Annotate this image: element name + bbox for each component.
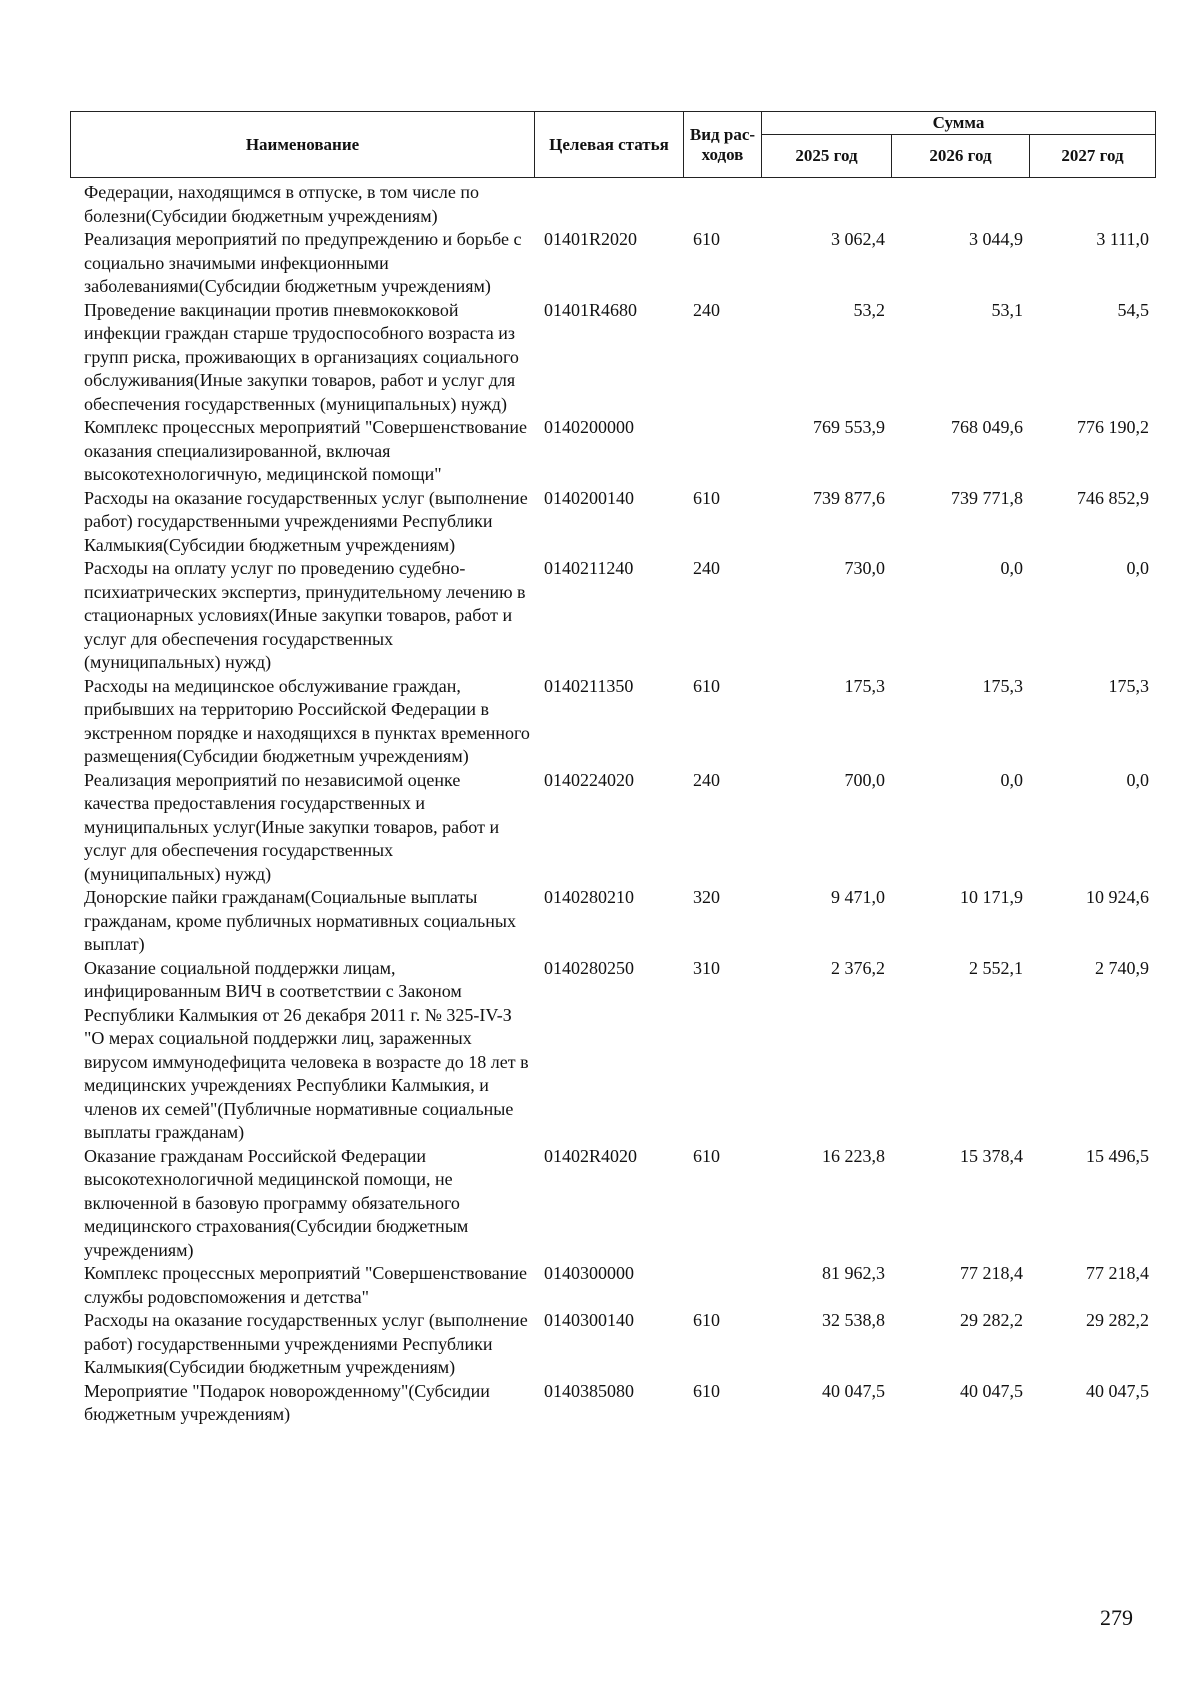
table-row <box>70 1309 1155 1380</box>
table-row <box>70 886 1155 957</box>
row-expense-type <box>683 416 761 487</box>
row-sum-2026: 3 044,9 <box>969 229 1023 249</box>
row-sum-2025: 53,2 <box>853 299 885 320</box>
row-sum-2025: 2 376,2 <box>831 957 885 978</box>
row-expense-type: 610 <box>693 1310 720 1330</box>
row-target-article <box>534 181 683 228</box>
table-row <box>70 487 1155 558</box>
row-sum-2025: 739 877,6 <box>813 487 885 508</box>
table-row <box>70 1145 1155 1263</box>
table-row <box>70 416 1155 487</box>
table-row <box>70 299 1155 417</box>
header-2027: 2027 год <box>1030 135 1156 178</box>
row-sum-2027: 776 190,2 <box>1077 417 1149 437</box>
table-row <box>70 228 1155 299</box>
row-expense-type: 610 <box>693 1145 720 1166</box>
header-code: Целевая статья <box>535 112 684 178</box>
header-name: Наименование <box>71 112 535 178</box>
row-sum-2026: 29 282,2 <box>960 1310 1023 1330</box>
table-row <box>70 957 1155 1145</box>
row-sum-2026: 768 049,6 <box>951 417 1023 437</box>
row-sum-2026: 2 552,1 <box>969 957 1023 978</box>
row-name: Проведение вакцинации против пневмококковой инфекции граждан старше трудоспособного возраста из групп риска, проживающих в организациях социального обслуживания(Иные закупки товаров, работ и услуг для обеспечения государственных (муниципальных) нужд) <box>84 299 519 414</box>
row-sum-2027 <box>1029 181 1155 228</box>
row-sum-2026: 0,0 <box>1000 558 1023 578</box>
row-name: Мероприятие "Подарок новорожденному"(Субсидии бюджетным учреждениям) <box>84 1380 490 1424</box>
row-sum-2027: 54,5 <box>1117 299 1149 320</box>
row-name: Расходы на оказание государственных услуг (выполнение работ) государственными учреждениями Республики Калмыкия(Субсидии бюджетным учреждениям) <box>84 487 528 555</box>
row-target-article: 01402R4020 <box>544 1145 638 1166</box>
row-target-article: 0140200000 <box>544 417 634 437</box>
table-row <box>70 181 1155 228</box>
row-sum-2025: 32 538,8 <box>822 1310 885 1330</box>
row-sum-2025: 40 047,5 <box>822 1380 885 1401</box>
page-number: 279 <box>1100 1605 1133 1630</box>
row-target-article: 01401R2020 <box>544 229 638 249</box>
header-type: Вид рас-ходов <box>684 112 762 178</box>
row-expense-type: 610 <box>693 1380 720 1401</box>
row-expense-type: 240 <box>693 769 720 790</box>
row-name: Оказание гражданам Российской Федерации высокотехнологичной медицинской помощи, не включенной в базовую программу обязательного медицинского страхования(Субсидии бюджетным учреждениям) <box>84 1145 469 1260</box>
row-target-article: 0140300000 <box>544 1263 634 1283</box>
row-target-article: 0140200140 <box>544 487 634 508</box>
row-sum-2025 <box>761 181 891 228</box>
row-sum-2026: 40 047,5 <box>960 1380 1023 1401</box>
row-sum-2027: 746 852,9 <box>1077 487 1149 508</box>
table-row <box>70 1262 1155 1309</box>
row-target-article: 0140280210 <box>544 887 634 907</box>
row-sum-2027: 175,3 <box>1108 675 1149 696</box>
table-row <box>70 675 1155 769</box>
row-sum-2025: 81 962,3 <box>822 1263 885 1283</box>
row-sum-2025: 175,3 <box>844 675 885 696</box>
row-name: Реализация мероприятий по предупреждению и борьбе с социально значимыми инфекционными заболеваниями(Субсидии бюджетным учреждениям) <box>84 229 522 296</box>
row-target-article: 0140211240 <box>544 558 634 578</box>
row-expense-type <box>683 181 761 228</box>
row-sum-2025: 16 223,8 <box>822 1145 885 1166</box>
row-name: Расходы на медицинское обслуживание граждан, прибывших на территорию Российской Федерации в экстренном порядке и находящихся в пунктах временного размещения(Субсидии бюджетным учреждениям) <box>84 675 530 766</box>
row-name: Федерации, находящимся в отпуске, в том числе по болезни(Субсидии бюджетным учреждениям) <box>84 182 480 226</box>
row-name: Реализация мероприятий по независимой оценке качества предоставления государственных и муниципальных услуг(Иные закупки товаров, работ и услуг для обеспечения государственных (муниципальных) нужд) <box>84 769 500 884</box>
row-name: Комплекс процессных мероприятий "Совершенствование службы родовспоможения и детства" <box>84 1263 527 1307</box>
row-sum-2026: 739 771,8 <box>951 487 1023 508</box>
row-name: Расходы на оплату услуг по проведению судебно-психиатрических экспертиз, принудительному лечению в стационарных условиях(Иные закупки товаров, работ и услуг для обеспечения государственных (муниципальных) нужд) <box>84 558 526 672</box>
row-name: Оказание социальной поддержки лицам, инфицированным ВИЧ в соответствии с Законом Республики Калмыкия от 26 декабря 2011 г. № 325-IV-З "О мерах социальной поддержки лиц, зараженных вирусом иммунодефицита человека в возрасте до 18 лет в медицинских учреждениях Республики Калмыкия, и членов их семей"(Публичные нормативные социальные выплаты гражданам) <box>84 957 529 1142</box>
row-target-article: 0140300140 <box>544 1310 634 1330</box>
row-target-article: 0140385080 <box>544 1380 634 1401</box>
row-sum-2027: 10 924,6 <box>1086 887 1149 907</box>
row-expense-type: 310 <box>693 957 720 978</box>
row-sum-2027: 3 111,0 <box>1096 229 1149 249</box>
row-expense-type: 610 <box>693 229 720 249</box>
row-sum-2026: 53,1 <box>991 299 1023 320</box>
row-sum-2027: 40 047,5 <box>1086 1380 1149 1401</box>
row-sum-2026: 15 378,4 <box>960 1145 1023 1166</box>
header-sum: Сумма <box>762 112 1156 135</box>
row-expense-type <box>683 1262 761 1309</box>
row-name: Донорские пайки гражданам(Социальные выплаты гражданам, кроме публичных нормативных социальных выплат) <box>84 887 516 954</box>
row-sum-2026: 0,0 <box>1000 769 1023 790</box>
row-sum-2025: 700,0 <box>844 769 885 790</box>
table-body <box>70 181 1155 1427</box>
row-sum-2027: 77 218,4 <box>1086 1263 1149 1283</box>
row-sum-2025: 9 471,0 <box>831 887 885 907</box>
row-sum-2025: 769 553,9 <box>813 417 885 437</box>
row-sum-2025: 730,0 <box>844 558 885 578</box>
table-row <box>70 1380 1155 1427</box>
row-target-article: 01401R4680 <box>544 299 638 320</box>
row-target-article: 0140224020 <box>544 769 634 790</box>
row-sum-2026: 10 171,9 <box>960 887 1023 907</box>
row-expense-type: 610 <box>693 487 720 508</box>
row-sum-2026 <box>891 181 1029 228</box>
row-sum-2026: 175,3 <box>982 675 1023 696</box>
row-expense-type: 320 <box>693 887 720 907</box>
row-expense-type: 610 <box>693 675 720 696</box>
budget-table <box>70 181 1155 1427</box>
row-name: Комплекс процессных мероприятий "Совершенствование оказания специализированной, включая высокотехнологичную, медицинской помощи" <box>84 417 527 484</box>
row-sum-2027: 0,0 <box>1126 769 1149 790</box>
table-row <box>70 557 1155 675</box>
row-sum-2025: 3 062,4 <box>831 229 885 249</box>
row-sum-2027: 15 496,5 <box>1086 1145 1149 1166</box>
row-expense-type: 240 <box>693 299 720 320</box>
row-name: Расходы на оказание государственных услуг (выполнение работ) государственными учреждениями Республики Калмыкия(Субсидии бюджетным учреждениям) <box>84 1310 528 1377</box>
header-2026: 2026 год <box>892 135 1030 178</box>
table-row <box>70 769 1155 887</box>
header-2025: 2025 год <box>762 135 892 178</box>
row-target-article: 0140280250 <box>544 957 634 978</box>
row-sum-2027: 29 282,2 <box>1086 1310 1149 1330</box>
row-target-article: 0140211350 <box>544 675 634 696</box>
row-sum-2027: 2 740,9 <box>1095 957 1149 978</box>
table-header <box>70 111 1156 178</box>
row-expense-type: 240 <box>693 558 720 578</box>
row-sum-2027: 0,0 <box>1126 558 1149 578</box>
row-sum-2026: 77 218,4 <box>960 1263 1023 1283</box>
